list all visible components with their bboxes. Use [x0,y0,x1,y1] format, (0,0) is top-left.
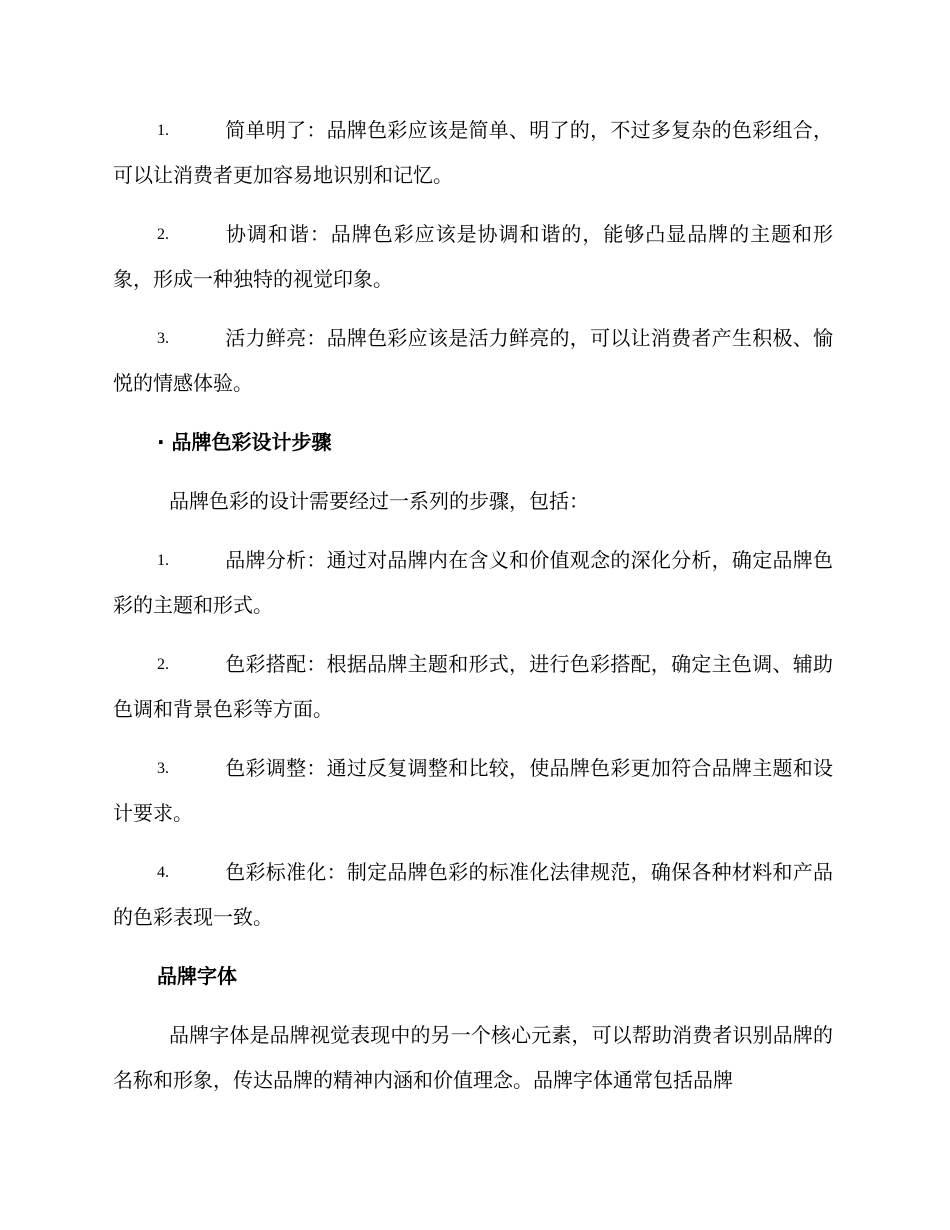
list-number: 1. [157,122,169,139]
list-number: 2. [157,656,169,673]
list-text: 活力鲜亮：品牌色彩应该是活力鲜亮的，可以让消费者产生积极、愉悦的情感体验。 [113,326,833,395]
list-text: 色彩搭配：根据品牌主题和形式，进行色彩搭配，确定主色调、辅助色调和背景色彩等方面。 [113,652,833,721]
section-heading: 品牌字体 [157,964,237,988]
list-number: 1. [157,552,169,569]
list-number: 3. [157,760,169,777]
list-item [113,538,833,628]
list-number: 3. [157,330,169,347]
list-text: 协调和谐：品牌色彩应该是协调和谐的，能够凸显品牌的主题和形象，形成一种独特的视觉印象。 [113,222,833,291]
list-item [113,316,833,406]
list-text: 简单明了：品牌色彩应该是简单、明了的，不过多复杂的色彩组合，可以让消费者更加容易地识别和记忆。 [113,118,833,187]
list-text: 品牌分析：通过对品牌内在含义和价值观念的深化分析，确定品牌色彩的主题和形式。 [113,548,833,617]
document-page [113,108,833,1117]
list-number: 2. [157,226,169,243]
list-item [113,212,833,302]
list-item [113,642,833,732]
list-item [113,746,833,836]
section-intro: 品牌色彩的设计需要经过一系列的步骤，包括： [169,489,589,513]
list-item [113,850,833,940]
list-number: 4. [157,864,169,881]
section-body: 品牌字体是品牌视觉表现中的另一个核心元素，可以帮助消费者识别品牌的名称和形象，传达品牌的精神内涵和价值理念。品牌字体通常包括品牌 [113,1023,833,1092]
list-text: 色彩调整：通过反复调整和比较，使品牌色彩更加符合品牌主题和设计要求。 [113,756,833,825]
section-heading: · 品牌色彩设计步骤 [157,430,332,454]
list-item [113,108,833,198]
list-text: 色彩标准化：制定品牌色彩的标准化法律规范，确保各种材料和产品的色彩表现一致。 [113,860,833,929]
